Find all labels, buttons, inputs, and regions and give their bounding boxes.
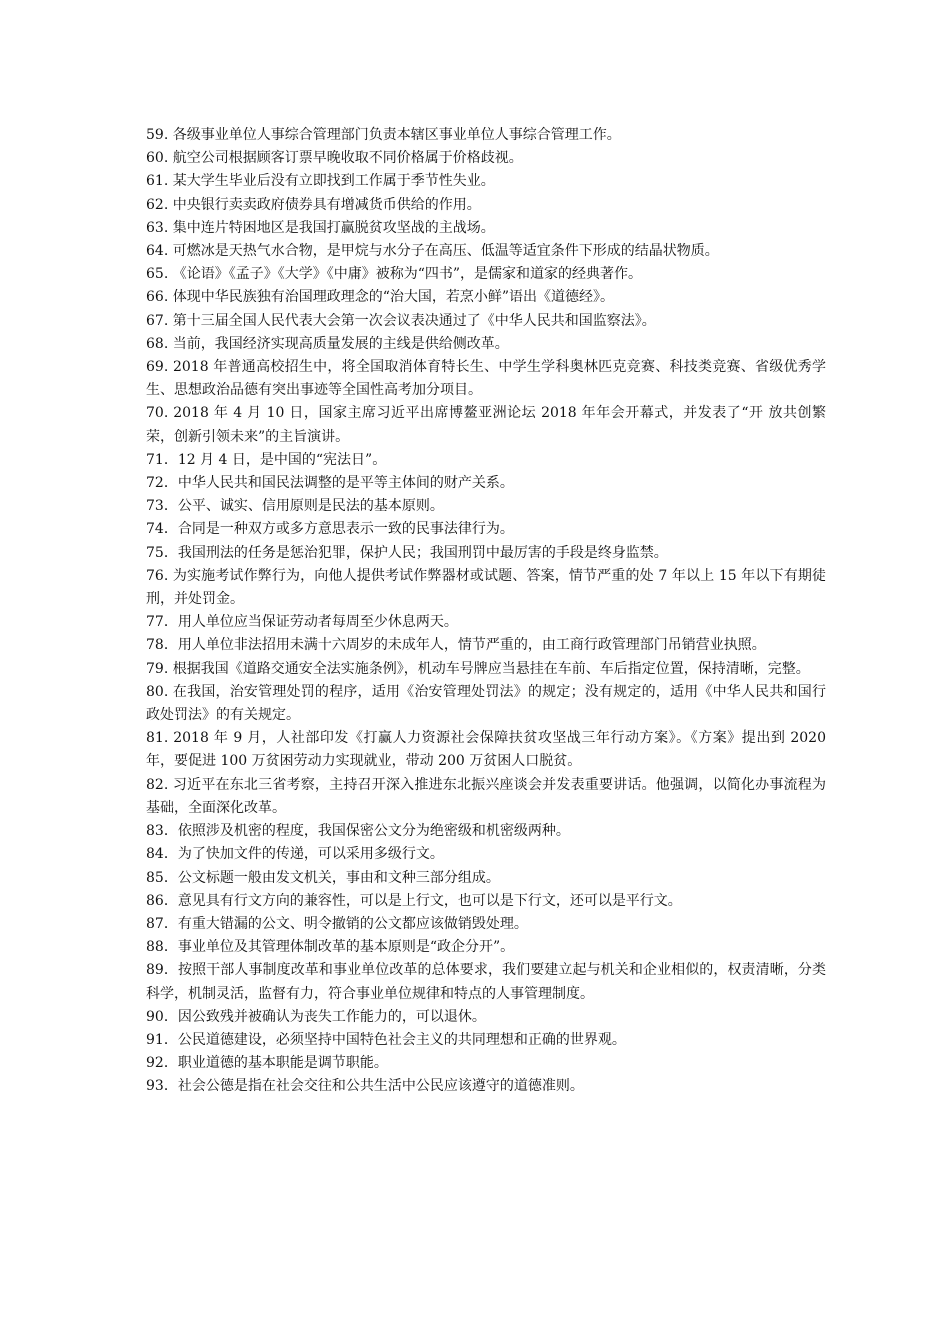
list-item: 72．中华人民共和国民法调整的是平等主体间的财产关系。 [146,475,514,492]
list-item: 90．因公致残并被确认为丧失工作能力的，可以退休。 [146,1008,486,1025]
list-item: 91．公民道德建设，必须坚持中国特色社会主义的共同理想和正确的世界观。 [146,1031,626,1048]
list-item: 87．有重大错漏的公文、明令撤销的公文都应该做销毁处理。 [146,915,528,932]
document-body [146,124,826,1099]
list-item: 68. 当前，我国经济实现高质量发展的主线是供给侧改革。 [146,335,509,352]
list-item: 67. 第十三届全国人民代表大会第一次会议表决通过了《中华人民共和国监察法》。 [146,312,656,329]
list-item: 60. 航空公司根据顾客订票早晚收取不同价格属于价格歧视。 [146,150,523,167]
list-item: 69. 2018 年普通高校招生中，将全国取消体育特长生、中学生学科奥林匹克竞赛、科技类竞赛、省级优秀学生、思想政治品德有突出事迹等全国性高考加分项目。 [146,359,826,399]
list-item: 86．意见具有行文方向的兼容性，可以是上行文，也可以是下行文，还可以是平行文。 [146,892,682,909]
list-item: 74．合同是一种双方或多方意思表示一致的民事法律行为。 [146,521,514,538]
list-item: 71．12 月 4 日，是中国的“宪法日”。 [146,451,387,468]
list-item: 81. 2018 年 9 月，人社部印发《打赢人力资源社会保障扶贫攻坚战三年行动方案》。《方案》提出到 2020 年，要促进 100 万贫困劳动力实现就业，带动 200 万贫困人口脱贫。 [146,730,826,770]
list-item: 79. 根据我国《道路交通安全法实施条例》，机动车号牌应当悬挂在车前、车后指定位置，保持清晰，完整。 [146,660,810,677]
list-item: 59. 各级事业单位人事综合管理部门负责本辖区事业单位人事综合管理工作。 [146,127,621,143]
list-item: 76. 为实施考试作弊行为，向他人提供考试作弊器材或试题、答案，情节严重的处 7 年以上 15 年以下有期徒刑，并处罚金。 [146,567,826,608]
list-item: 82. 习近平在东北三省考察，主持召开深入推进东北振兴座谈会并发表重要讲话。他强调，以简化办事流程为基础，全面深化改革。 [146,776,826,816]
list-item: 63. 集中连片特困地区是我国打赢脱贫攻坚战的主战场。 [146,219,495,236]
list-item: 77．用人单位应当保证劳动者每周至少休息两天。 [146,614,458,631]
list-item: 65. 《论语》《孟子》《大学》《中庸》被称为“四书”，是儒家和道家的经典著作。 [146,266,643,283]
list-item: 88．事业单位及其管理体制改革的基本原则是“政企分开”。 [146,939,515,956]
list-item: 80. 在我国，治安管理处罚的程序，适用《治安管理处罚法》的规定；没有规定的，适用《中华人民共和国行政处罚法》的有关规定。 [146,683,826,724]
list-item: 92．职业道德的基本职能是调节职能。 [146,1055,388,1072]
list-item: 93．社会公德是指在社会交往和公共生活中公民应该遵守的道德准则。 [146,1078,584,1095]
list-item: 66. 体现中华民族独有治国理政理念的“治大国，若烹小鲜”语出《道德经》。 [146,289,615,306]
list-item: 78．用人单位非法招用未满十六周岁的未成年人，情节严重的，由工商行政管理部门吊销营业执照。 [146,637,766,654]
list-item: 89．按照干部人事制度改革和事业单位改革的总体要求，我们要建立起与机关和企业相似的，权责清晰，分类科学，机制灵活，监督有力，符合事业单位规律和特点的人事管理制度。 [146,962,826,1002]
list-item: 83．依照涉及机密的程度，我国保密公文分为绝密级和机密级两种。 [146,823,570,840]
list-item: 62. 中央银行卖卖政府债券具有增减货币供给的作用。 [146,196,481,213]
list-item: 75．我国刑法的任务是惩治犯罪，保护人民；我国刑罚中最厉害的手段是终身监禁。 [146,544,668,561]
list-item: 61. 某大学生毕业后没有立即找到工作属于季节性失业。 [146,173,495,190]
list-item: 70. 2018 年 4 月 10 日，国家主席习近平出席博鳌亚洲论坛 2018 年年会开幕式，并发表了“开 放共创繁荣，创新引领未来”的主旨演讲。 [146,405,826,445]
list-item: 85．公文标题一般由发文机关，事由和文种三部分组成。 [146,869,500,886]
list-item: 73．公平、诚实、信用原则是民法的基本原则。 [146,498,444,515]
list-item: 84．为了快加文件的传递，可以采用多级行文。 [146,846,444,863]
list-item: 64. 可燃冰是天热气水合物，是甲烷与水分子在高压、低温等适宜条件下形成的结晶状物质。 [146,243,719,260]
